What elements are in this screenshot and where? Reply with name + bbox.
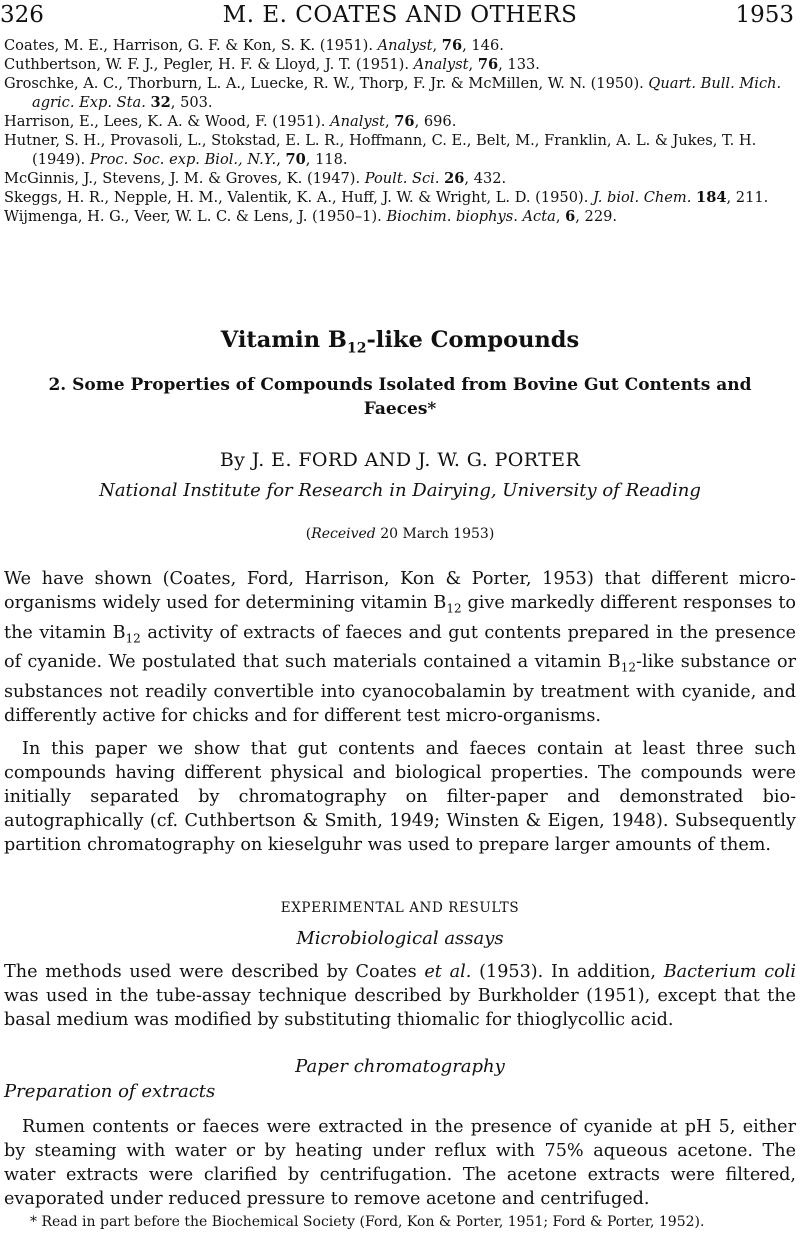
reference-entry: Skeggs, H. R., Nepple, H. M., Valentik, K. A., Huff, J. W. & Wright, L. D. (1950). J. biol. Chem. 184, 211.: [4, 189, 769, 206]
article-subtitle: 2. Some Properties of Compounds Isolated from Bovine Gut Contents and Faeces*: [48, 375, 752, 419]
page-number: 326: [0, 2, 44, 28]
running-title: M. E. COATES AND OTHERS: [222, 2, 578, 28]
article-authors: By J. E. FORD AND J. W. G. PORTER: [219, 449, 581, 471]
reference-entry: Coates, M. E., Harrison, G. F. & Kon, S. K. (1951). Analyst, 76, 146.: [4, 37, 504, 54]
header-year: 1953: [735, 2, 794, 28]
body-paragraph: Rumen contents or faeces were extracted in the presence of cyanide at pH 5, either by steaming with water or by heating under reflux with 75% aqueous acetone. The water extracts were clarified by centrifugation. The acetone extracts were filtered, evaporated under reduced pressure to remove acetone and centrifuged.: [4, 1117, 796, 1209]
page-header: [0, 2, 800, 30]
footnote: * Read in part before the Biochemical Society (Ford, Kon & Porter, 1951; Ford & Porter, 1952).: [30, 1214, 705, 1230]
reference-list: [4, 36, 796, 226]
article-title: Vitamin $B_{12}$-like Compounds: [220, 327, 580, 357]
subsection-heading: Microbiological assays: [296, 928, 504, 949]
reference-entry: Wijmenga, H. G., Veer, W. L. C. & Lens, J. (1950–1). Biochim. biophys. Acta, 6, 229.: [4, 208, 618, 225]
reference-entry: McGinnis, J., Stevens, J. M. & Groves, K. (1947). Poult. Sci. 26, 432.: [4, 170, 507, 187]
author-affiliation: National Institute for Research in Dairying, University of Reading: [99, 480, 701, 501]
body-paragraph: In this paper we show that gut contents and faeces contain at least three such compounds having different physical and biological properties. The compounds were initially separated by chromatography on filter-paper and demonstrated bio-autographically (cf. Cuthbertson & Smith, 1949; Winsten & Eigen, 1948). Subsequently partition chromatography on kieselguhr was used to prepare larger amounts of them.: [4, 739, 796, 855]
reference-entry: Hutner, S. H., Provasoli, L., Stokstad, E. L. R., Hoffmann, C. E., Belt, M., Franklin, A. L. & Jukes, T. H. (1949). Proc. Soc. exp. Biol., N.Y., 70, 118.: [4, 132, 757, 168]
reference-entry: Cuthbertson, W. F. J., Pegler, H. F. & Lloyd, J. T. (1951). Analyst, 76, 133.: [4, 56, 540, 73]
reference-entry: Groschke, A. C., Thorburn, L. A., Luecke, R. W., Thorp, F. Jr. & McMillen, W. N. (1950). Quart. Bull. Mich. agric. Exp. Sta. 32, 503.: [4, 75, 782, 111]
subsection-heading: Preparation of extracts: [4, 1081, 216, 1102]
section-heading: EXPERIMENTAL AND RESULTS: [280, 900, 520, 916]
received-date: (Received 20 March 1953): [305, 526, 495, 542]
subsection-heading: Paper chromatography: [295, 1056, 505, 1077]
body-paragraph: We have shown (Coates, Ford, Harrison, Kon & Porter, 1953) that different micro-organisms widely used for determining vitamin $B_{12}$ give markedly different responses to the vitamin $B_{12}$ activity of extracts of faeces and gut contents prepared in the presence of cyanide. We postulated that such materials contained a vitamin $B_{12}$-like substance or substances not readily convertible into cyanocobalamin by treatment with cyanide, and differently active for chicks and for different test micro-organisms.: [4, 569, 797, 726]
reference-entry: Harrison, E., Lees, K. A. & Wood, F. (1951). Analyst, 76, 696.: [4, 113, 457, 130]
body-paragraph: The methods used were described by Coates et al. (1953). In addition, Bacterium coli was used in the tube-assay technique described by Burkholder (1951), except that the basal medium was modified by substituting thiomalic for thioglycollic acid.: [4, 962, 796, 1030]
